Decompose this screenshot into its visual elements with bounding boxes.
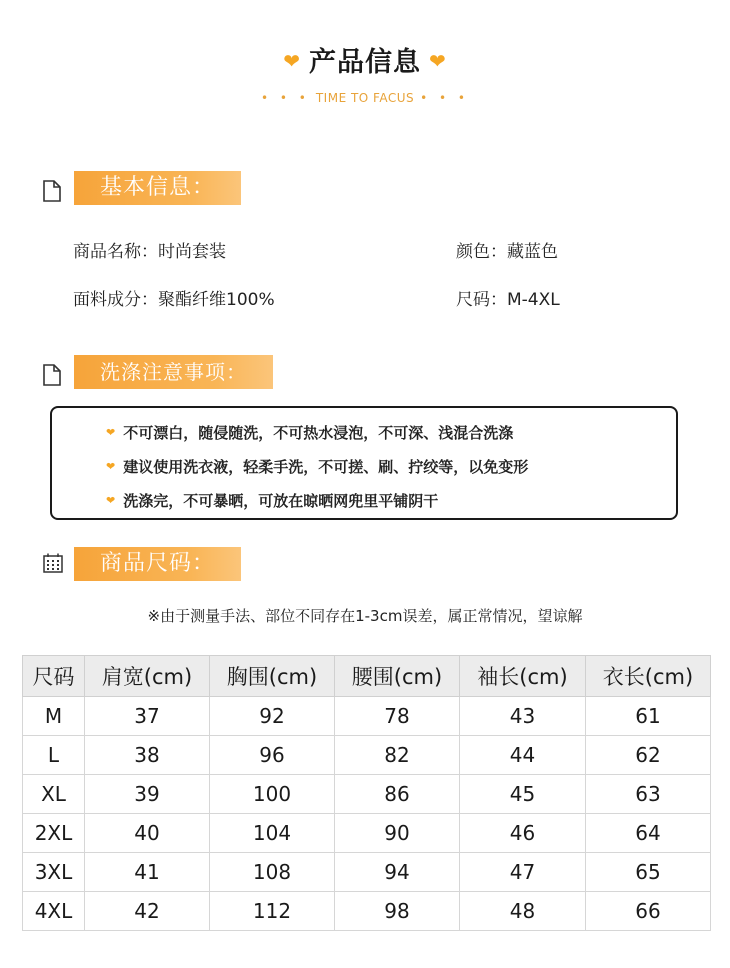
header-waist: 腰围(cm) — [335, 656, 460, 697]
fabric-composition: 面料成分：聚酯纤维100% — [73, 290, 275, 310]
product-color: 颜色：藏蓝色 — [456, 242, 558, 262]
table-cell: 46 — [460, 814, 586, 853]
heart-icon: ❤ — [283, 49, 301, 73]
table-cell: 40 — [85, 814, 210, 853]
table-cell: 112 — [210, 892, 335, 931]
table-cell: 3XL — [23, 853, 85, 892]
table-cell: 78 — [335, 697, 460, 736]
table-cell: 64 — [586, 814, 711, 853]
table-cell: 4XL — [23, 892, 85, 931]
heart-bullet-icon: ❤ — [106, 426, 116, 439]
table-row — [23, 853, 711, 892]
table-cell: 65 — [586, 853, 711, 892]
dots-decoration: • • • — [260, 91, 310, 105]
heart-icon: ❤ — [429, 49, 447, 73]
care-item: ❤ 洗涤完，不可暴晒，可放在晾晒网兜里平铺阴干 — [106, 492, 439, 510]
table-cell: 98 — [335, 892, 460, 931]
table-cell: M — [23, 697, 85, 736]
table-cell: 66 — [586, 892, 711, 931]
page-title — [0, 40, 730, 79]
table-cell: L — [23, 736, 85, 775]
header-sleeve: 袖长(cm) — [460, 656, 586, 697]
table-row — [23, 814, 711, 853]
table-cell: 37 — [85, 697, 210, 736]
section-title-wash-care: 洗涤注意事项： — [74, 355, 273, 389]
table-cell: 96 — [210, 736, 335, 775]
calendar-grid-icon — [43, 553, 63, 573]
table-cell: 42 — [85, 892, 210, 931]
header-chest: 胸围(cm) — [210, 656, 335, 697]
table-cell: 47 — [460, 853, 586, 892]
table-row — [23, 697, 711, 736]
wash-care-box — [50, 406, 678, 520]
table-cell: 44 — [460, 736, 586, 775]
section-title-basic-info: 基本信息： — [74, 171, 241, 205]
dots-decoration: • • • — [420, 91, 470, 105]
table-cell: 63 — [586, 775, 711, 814]
care-item: ❤ 建议使用洗衣液，轻柔手洗，不可搓、刷、拧绞等，以免变形 — [106, 458, 529, 476]
table-cell: 104 — [210, 814, 335, 853]
care-item: ❤ 不可漂白，随侵随洗，不可热水浸泡，不可深、浅混合洗涤 — [106, 424, 514, 442]
document-icon — [42, 364, 62, 386]
table-cell: 62 — [586, 736, 711, 775]
table-row — [23, 736, 711, 775]
section-title-size-chart: 商品尺码： — [74, 547, 241, 581]
table-header-row — [23, 656, 711, 697]
table-cell: 94 — [335, 853, 460, 892]
table-cell: 90 — [335, 814, 460, 853]
table-cell: 108 — [210, 853, 335, 892]
table-cell: 92 — [210, 697, 335, 736]
table-cell: 48 — [460, 892, 586, 931]
table-cell: 2XL — [23, 814, 85, 853]
table-cell: 38 — [85, 736, 210, 775]
table-cell: 43 — [460, 697, 586, 736]
header-shoulder: 肩宽(cm) — [85, 656, 210, 697]
table-cell: 39 — [85, 775, 210, 814]
table-cell: 61 — [586, 697, 711, 736]
table-cell: 86 — [335, 775, 460, 814]
table-cell: 41 — [85, 853, 210, 892]
table-row — [23, 892, 711, 931]
table-cell: 100 — [210, 775, 335, 814]
measurement-note: ※由于测量手法、部位不同存在1-3cm误差，属正常情况，望谅解 — [147, 607, 583, 625]
product-name: 商品名称：时尚套装 — [73, 242, 226, 262]
heart-bullet-icon: ❤ — [106, 460, 116, 473]
document-icon — [42, 180, 62, 202]
size-range: 尺码：M-4XL — [456, 290, 560, 310]
table-cell: XL — [23, 775, 85, 814]
table-cell: 82 — [335, 736, 460, 775]
table-row — [23, 775, 711, 814]
tagline-text: TIME TO FACUS — [315, 91, 415, 105]
size-table — [22, 655, 711, 931]
table-cell: 45 — [460, 775, 586, 814]
tagline — [0, 91, 730, 105]
page-title-text: 产品信息 — [309, 47, 421, 78]
header-length: 衣长(cm) — [586, 656, 711, 697]
heart-bullet-icon: ❤ — [106, 494, 116, 507]
header-size: 尺码 — [23, 656, 85, 697]
